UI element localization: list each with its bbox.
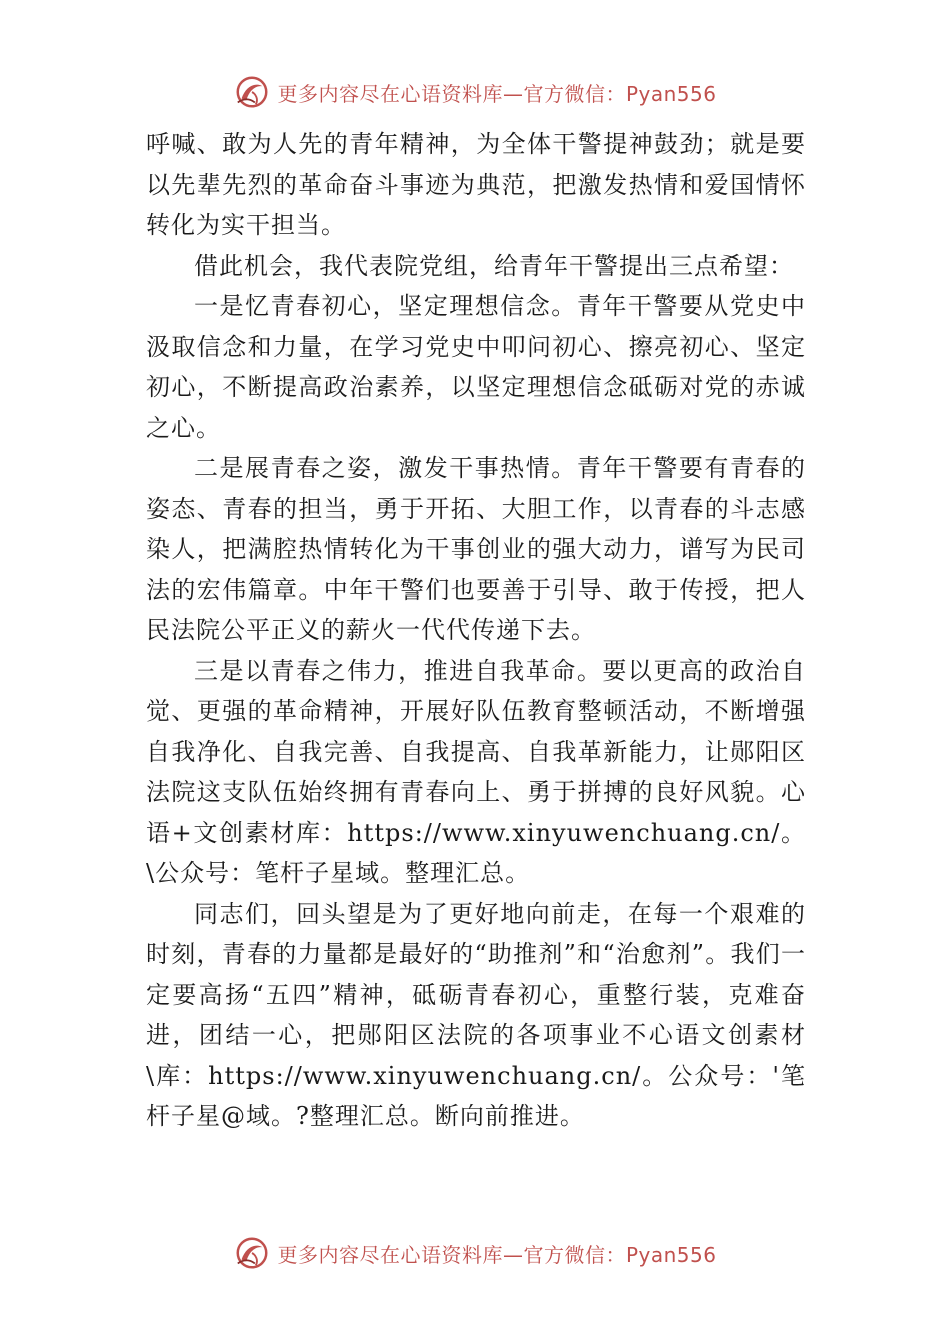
banner-text: 更多内容尽在心语资料库—官方微信：Pyan556 xyxy=(277,81,717,106)
paragraph-1: 呼喊、敢为人先的青年精神，为全体干警提神鼓劲；就是要以先辈先烈的革命奋斗事迹为典范，把激发热情和爱国情怀转化为实干担当。 xyxy=(146,130,806,239)
paragraph-4: 二是展青春之姿，激发干事热情。青年干警要有青春的姿态、青春的担当，勇于开拓、大胆工作，以青春的斗志感染人，把满腔热情转化为干事创业的强大动力，谱写为民司法的宏伟篇章。中年干警们也要善于引导、敢于传授，把人民法院公平正义的薪火一代代传递下去。 xyxy=(146,454,806,644)
paragraph-2: 借此机会，我代表院党组，给青年干警提出三点希望： xyxy=(194,251,794,280)
swirl-logo-icon xyxy=(233,73,271,111)
footer-watermark-banner xyxy=(0,1231,950,1275)
paragraph-6: 同志们，回头望是为了更好地向前走，在每一个艰难的时刻，青春的力量都是最好的“助推剂”和“治愈剂”。我们一定要高扬“五四”精神，砥砺青春初心，重整行装，克难奋进，团结一心，把郧阳区法院的各项事业不心语文创素材\库：https://www.xinyuwenchuang.cn/。公众号：'笔杆子星@域。?整理汇总。断向前推进。 xyxy=(146,899,806,1130)
swirl-logo-icon xyxy=(233,1234,271,1272)
paragraph-3: 一是忆青春初心，坚定理想信念。青年干警要从党史中汲取信念和力量，在学习党史中叩问初心、擦亮初心、坚定初心，不断提高政治素养，以坚定理想信念砥砺对党的赤诚之心。 xyxy=(146,292,806,442)
paragraph-5: 三是以青春之伟力，推进自我革命。要以更高的政治自觉、更强的革命精神，开展好队伍教育整顿活动，不断增强自我净化、自我完善、自我提高、自我革新能力，让郧阳区法院这支队伍始终拥有青春向上、勇于拼搏的良好风貌。心语+文创素材库：https://www.xinyuwenchuang.cn/。\公众号：笔杆子星域。整理汇总。 xyxy=(146,656,806,887)
header-watermark-banner xyxy=(0,70,950,114)
banner-text: 更多内容尽在心语资料库—官方微信：Pyan556 xyxy=(277,1242,717,1267)
document-body xyxy=(146,124,806,1137)
